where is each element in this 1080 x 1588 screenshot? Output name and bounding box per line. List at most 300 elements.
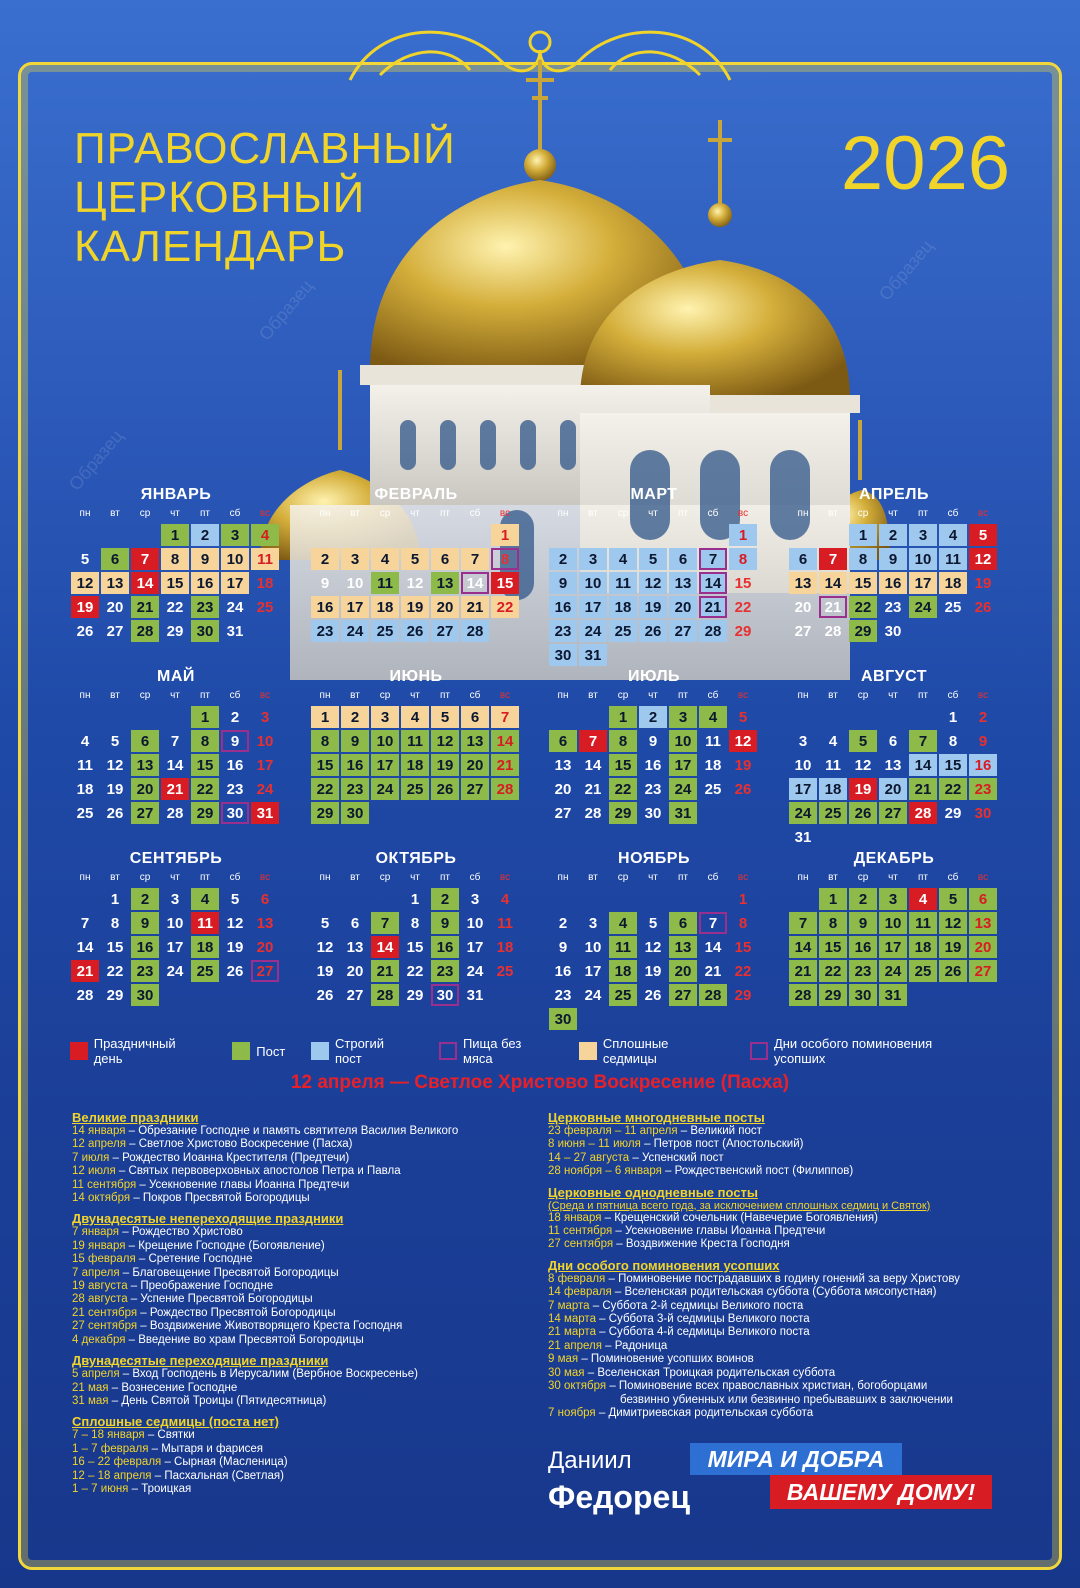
day-cell: 23 [554, 986, 572, 1004]
empty-cell [101, 706, 129, 728]
list-item [548, 1407, 1008, 1420]
item-text: – Покров Пресвятой Богородицы [130, 1192, 310, 1205]
day-cell: 27 [461, 778, 489, 800]
day-cell: 21 [789, 960, 817, 982]
day-cell: 11 [825, 756, 841, 774]
weekday-header [70, 507, 282, 521]
month-calendar [310, 485, 522, 643]
day-cell: 15 [191, 754, 219, 776]
weekday-header [788, 507, 1000, 521]
day-cell: 20 [879, 778, 907, 800]
weekday-label: сб [707, 690, 719, 701]
legend-label: Сплошные седмицы [602, 1036, 669, 1066]
day-cell: 17 [584, 962, 602, 980]
weekday-label: вс [737, 872, 749, 883]
empty-cell [311, 888, 339, 910]
day-cell: 14 [789, 936, 817, 958]
day-cell: 29 [106, 986, 124, 1004]
weekday-label: вс [977, 508, 989, 519]
day-grid [70, 523, 282, 643]
day-cell: 15 [609, 754, 637, 776]
day-cell: 1 [191, 706, 219, 728]
day-cell: 25 [371, 620, 399, 642]
day-cell: 23 [644, 780, 662, 798]
day-grid [310, 523, 522, 643]
weekday-label: пн [557, 508, 569, 519]
day-cell: 9 [431, 912, 459, 934]
day-cell: 25 [496, 962, 514, 980]
weekday-label: ср [379, 872, 391, 883]
day-cell: 27 [131, 802, 159, 824]
weekday-label: сб [469, 508, 481, 519]
list-item [548, 1326, 1008, 1339]
item-text: – Поминовение пострадавших в годину гонений за веру Христову [605, 1272, 960, 1285]
day-cell: 18 [704, 756, 722, 774]
day-cell: 29 [406, 986, 424, 1004]
weekday-label: сб [707, 508, 719, 519]
weekday-label: ср [379, 690, 391, 701]
day-cell: 19 [644, 962, 662, 980]
item-text: – Благовещение Пресвятой Богородицы [119, 1266, 339, 1279]
day-cell: 30 [549, 644, 577, 666]
weekday-label: вт [588, 872, 598, 883]
day-cell: 2 [879, 524, 907, 546]
month-name: МАЙ [157, 668, 195, 685]
day-cell: 6 [101, 548, 129, 570]
list-item [72, 1307, 552, 1320]
day-cell: 15 [311, 754, 339, 776]
weekday-header [548, 689, 760, 703]
empty-cell [609, 524, 637, 546]
day-cell: 19 [974, 574, 992, 592]
day-cell: 17 [879, 936, 907, 958]
signature-last-name: Федорец [548, 1479, 690, 1515]
item-text: – Мытаря и фарисея [148, 1442, 263, 1455]
day-cell: 12 [854, 756, 872, 774]
weekday-header [310, 507, 522, 521]
day-cell: 28 [909, 802, 937, 824]
day-cell: 23 [131, 960, 159, 982]
item-text: – День Святой Троицы (Пятидесятница) [108, 1394, 327, 1407]
weekday-label: чт [410, 508, 420, 519]
day-cell: 24 [341, 620, 369, 642]
day-cell: 30 [221, 802, 249, 824]
day-cell: 30 [431, 984, 459, 1006]
day-cell: 3 [341, 548, 369, 570]
day-cell: 6 [350, 914, 360, 932]
day-cell: 22 [166, 598, 184, 616]
day-cell: 17 [166, 938, 184, 956]
item-date: 21 марта [548, 1326, 596, 1339]
day-cell: 11 [191, 912, 219, 934]
day-cell: 17 [466, 938, 484, 956]
item-text: – Святки [144, 1429, 195, 1442]
month-name: ИЮНЬ [389, 668, 443, 685]
day-cell: 14 [461, 572, 489, 594]
day-cell: 10 [221, 548, 249, 570]
weekday-label: ср [617, 508, 629, 519]
weekday-header [788, 689, 1000, 703]
legend-item [750, 1036, 984, 1066]
day-cell: 4 [80, 732, 90, 750]
list-item [72, 1382, 552, 1395]
day-cell: 24 [909, 596, 937, 618]
day-cell: 6 [431, 548, 459, 570]
day-cell: 9 [849, 912, 877, 934]
empty-cell [401, 524, 429, 546]
day-cell: 19 [849, 778, 877, 800]
day-cell: 27 [669, 620, 697, 642]
day-cell: 2 [639, 706, 667, 728]
item-date: 15 февраля [72, 1253, 136, 1266]
day-cell: 16 [549, 596, 577, 618]
empty-cell [341, 524, 369, 546]
day-grid [788, 523, 1000, 643]
weekday-header [310, 871, 522, 885]
list-item [72, 1253, 552, 1266]
day-grid [788, 887, 1000, 1007]
weekday-label: чт [410, 690, 420, 701]
day-cell: 20 [106, 598, 124, 616]
weekday-header [788, 871, 1000, 885]
day-cell: 19 [71, 596, 99, 618]
day-cell: 1 [410, 890, 420, 908]
weekday-label: чт [648, 508, 658, 519]
day-cell: 18 [256, 574, 274, 592]
day-cell: 13 [431, 572, 459, 594]
day-cell: 15 [491, 572, 519, 594]
day-cell: 6 [669, 548, 697, 570]
weekday-label: пт [200, 508, 210, 519]
day-cell: 20 [669, 596, 697, 618]
day-cell: 24 [226, 598, 244, 616]
item-date: 7 ноября [548, 1406, 596, 1419]
list-item [548, 1225, 1008, 1238]
day-cell: 20 [969, 936, 997, 958]
month-calendar [70, 849, 282, 1007]
day-cell: 1 [729, 524, 757, 546]
day-cell: 14 [491, 730, 519, 752]
day-cell: 21 [461, 596, 489, 618]
day-cell: 17 [371, 754, 399, 776]
day-cell: 16 [191, 572, 219, 594]
day-cell: 8 [948, 732, 958, 750]
day-cell: 21 [71, 960, 99, 982]
day-cell: 19 [431, 754, 459, 776]
day-cell: 4 [909, 888, 937, 910]
day-cell: 16 [341, 754, 369, 776]
day-cell: 18 [371, 596, 399, 618]
day-cell: 7 [491, 706, 519, 728]
watermark: Образец [254, 275, 317, 345]
list-item [72, 1429, 552, 1442]
item-date: 1 – 7 июня [72, 1482, 129, 1495]
day-cell: 28 [131, 620, 159, 642]
day-grid [310, 887, 522, 1007]
section-subtitle: (Среда и пятница всего года, за исключением сплошных седмиц и Святок) [548, 1199, 931, 1212]
day-cell: 22 [106, 962, 124, 980]
list-item [72, 1240, 552, 1253]
list-item [548, 1152, 1008, 1165]
item-date: 7 января [72, 1226, 120, 1239]
title-line-3: КАЛЕНДАРЬ [74, 222, 347, 271]
day-cell: 20 [794, 598, 812, 616]
title-line-1: ПРАВОСЛАВНЫЙ [74, 124, 456, 173]
day-cell: 2 [978, 708, 988, 726]
day-cell: 8 [491, 548, 519, 570]
day-cell: 3 [909, 524, 937, 546]
day-cell: 26 [644, 986, 662, 1004]
weekday-label: пн [79, 872, 91, 883]
legend-label: Пост [256, 1043, 286, 1059]
day-cell: 12 [729, 730, 757, 752]
day-cell: 14 [371, 936, 399, 958]
day-cell: 17 [256, 756, 274, 774]
item-date: 11 сентября [72, 1178, 137, 1191]
day-cell: 27 [669, 984, 697, 1006]
item-date: 14 марта [548, 1313, 596, 1326]
day-cell: 24 [166, 962, 184, 980]
day-cell: 16 [311, 596, 339, 618]
weekday-label: пт [200, 690, 210, 701]
item-text: – Рождество Пресвятой Богородицы [137, 1306, 336, 1319]
day-cell: 9 [879, 548, 907, 570]
day-cell: 7 [80, 914, 90, 932]
day-cell: 1 [609, 706, 637, 728]
day-cell: 13 [669, 936, 697, 958]
empty-cell [819, 524, 847, 546]
day-cell: 21 [371, 960, 399, 982]
list-item [548, 1380, 1008, 1393]
day-cell: 13 [256, 914, 274, 932]
legend [70, 1036, 1010, 1066]
day-cell: 16 [431, 936, 459, 958]
weekday-label: вс [499, 690, 511, 701]
weekday-label: вт [110, 508, 120, 519]
item-text: – Димитриевская родительская суббота [595, 1406, 814, 1419]
weekday-label: вт [110, 872, 120, 883]
day-cell: 29 [191, 802, 219, 824]
weekday-label: чт [170, 690, 180, 701]
weekday-header [70, 689, 282, 703]
weekday-label: пн [797, 690, 809, 701]
day-cell: 15 [939, 754, 967, 776]
day-cell: 4 [251, 524, 279, 546]
item-date: 30 мая [548, 1366, 585, 1379]
empty-cell [609, 888, 637, 910]
legend-label: Праздничный день [93, 1036, 176, 1066]
day-cell: 11 [497, 914, 513, 932]
item-date: 8 июня – 11 июля [548, 1138, 641, 1151]
empty-cell [699, 888, 727, 910]
empty-cell [819, 706, 847, 728]
item-text: – Суббота 3-й седмицы Великого поста [595, 1313, 810, 1326]
signature-first-name: Даниил [548, 1447, 632, 1474]
list-item [72, 1267, 552, 1280]
weekday-label: сб [707, 872, 719, 883]
section-title: Двунадесятые непереходящие праздники [72, 1211, 344, 1227]
day-cell: 30 [849, 984, 877, 1006]
day-cell: 8 [311, 730, 339, 752]
item-date: 12 июля [72, 1165, 116, 1178]
day-cell: 24 [579, 620, 607, 642]
section-title: Церковные многодневные посты [548, 1110, 765, 1125]
item-text: – Усекновение главы Иоанна Предтечи [612, 1225, 826, 1238]
weekday-label: пт [918, 508, 928, 519]
day-cell: 23 [226, 780, 244, 798]
weekday-label: пн [557, 872, 569, 883]
month-calendar [788, 667, 1000, 849]
list-item [548, 1286, 1008, 1299]
day-cell: 18 [76, 780, 94, 798]
empty-cell [461, 524, 489, 546]
day-cell: 7 [819, 548, 847, 570]
month-name: ЯНВАРЬ [140, 486, 212, 503]
calendar-year: 2026 [840, 121, 1010, 206]
day-cell: 9 [558, 938, 568, 956]
weekday-label: вс [259, 872, 271, 883]
day-cell: 27 [251, 960, 279, 982]
day-cell: 1 [311, 706, 339, 728]
item-date: 14 января [72, 1125, 126, 1137]
day-cell: 18 [939, 572, 967, 594]
list-item [72, 1470, 552, 1483]
empty-cell [161, 706, 189, 728]
day-cell: 29 [734, 986, 752, 1004]
list-item [72, 1293, 552, 1306]
list-item [548, 1353, 1008, 1366]
month-calendar [310, 667, 522, 825]
day-cell: 3 [221, 524, 249, 546]
weekday-label: ср [139, 690, 151, 701]
list-item [72, 1456, 552, 1469]
day-cell: 12 [644, 938, 662, 956]
empty-cell [669, 888, 697, 910]
day-cell: 20 [256, 938, 274, 956]
day-cell: 19 [734, 756, 752, 774]
day-cell: 22 [609, 778, 637, 800]
day-cell: 16 [879, 572, 907, 594]
day-cell: 4 [371, 548, 399, 570]
day-cell: 28 [789, 984, 817, 1006]
day-cell: 4 [500, 890, 510, 908]
day-cell: 9 [191, 548, 219, 570]
legend-swatch [311, 1042, 329, 1060]
item-text: – Поминовение всех православных христиан, богоборцами [606, 1380, 928, 1393]
fasts-column [548, 1104, 1008, 1420]
easter-line: 12 апреля — Светлое Христово Воскресение (Пасха) [290, 1072, 790, 1093]
weekday-label: пт [440, 508, 450, 519]
day-cell: 30 [974, 804, 992, 822]
day-cell: 11 [705, 732, 721, 750]
legend-item [311, 1036, 413, 1066]
day-cell: 5 [110, 732, 120, 750]
item-date: 7 марта [548, 1299, 590, 1312]
item-text: – Успение Пресвятой Богородицы [127, 1293, 313, 1306]
day-cell: 26 [226, 962, 244, 980]
day-cell: 31 [579, 644, 607, 666]
empty-cell [549, 706, 577, 728]
month-calendar [788, 485, 1000, 643]
day-grid [70, 887, 282, 1007]
day-cell: 9 [320, 574, 330, 592]
day-cell: 11 [251, 548, 279, 570]
empty-cell [431, 524, 459, 546]
weekday-label: ср [617, 872, 629, 883]
weekday-label: вс [259, 508, 271, 519]
day-cell: 17 [909, 572, 937, 594]
day-cell: 2 [131, 888, 159, 910]
slogan-line-2: ВАШЕМУ ДОМУ! [770, 1475, 992, 1509]
item-date: 4 декабря [72, 1333, 126, 1346]
item-date: 8 февраля [548, 1272, 606, 1285]
day-cell: 9 [221, 730, 249, 752]
weekday-label: ср [379, 508, 391, 519]
day-cell: 9 [978, 732, 988, 750]
day-cell: 3 [371, 706, 399, 728]
day-cell: 14 [909, 754, 937, 776]
month-calendar [788, 849, 1000, 1007]
month-name: ИЮЛЬ [627, 668, 681, 685]
day-cell: 30 [884, 622, 902, 640]
item-date: 11 сентября [548, 1225, 613, 1238]
day-cell: 19 [106, 780, 124, 798]
day-cell: 24 [879, 960, 907, 982]
day-cell: 13 [101, 572, 129, 594]
day-cell: 10 [166, 914, 184, 932]
weekday-label: сб [947, 872, 959, 883]
day-cell: 20 [554, 780, 572, 798]
list-item [72, 1368, 552, 1381]
day-cell: 13 [131, 754, 159, 776]
item-date: 7 июля [72, 1151, 110, 1164]
weekday-label: вс [977, 690, 989, 701]
day-cell: 23 [549, 620, 577, 642]
day-cell: 29 [734, 622, 752, 640]
list-item [548, 1367, 1008, 1380]
day-cell: 3 [879, 888, 907, 910]
day-grid [548, 523, 760, 667]
day-cell: 5 [320, 914, 330, 932]
list-item [72, 1125, 552, 1138]
weekday-label: чт [888, 508, 898, 519]
item-text: – Рождество Христово [119, 1226, 243, 1239]
day-cell: 16 [226, 756, 244, 774]
day-cell: 7 [909, 730, 937, 752]
item-date: 7 – 18 января [72, 1429, 145, 1442]
day-cell: 29 [311, 802, 339, 824]
day-cell: 23 [311, 620, 339, 642]
day-cell: 1 [819, 888, 847, 910]
day-cell: 8 [849, 548, 877, 570]
section-title: Великие праздники [72, 1110, 199, 1125]
list-item [72, 1138, 552, 1151]
item-text: – Крещение Господне (Богоявление) [125, 1239, 325, 1252]
list-item [548, 1138, 1008, 1151]
day-cell: 31 [794, 828, 812, 846]
day-cell: 29 [166, 622, 184, 640]
list-item [72, 1320, 552, 1333]
month-calendar [548, 485, 760, 667]
day-cell: 20 [461, 754, 489, 776]
day-cell: 26 [401, 620, 429, 642]
day-cell: 4 [191, 888, 219, 910]
item-date: 14 – 27 августа [548, 1151, 630, 1164]
day-grid [548, 887, 760, 1031]
day-cell: 12 [431, 730, 459, 752]
day-cell: 27 [346, 986, 364, 1004]
day-cell: 19 [401, 596, 429, 618]
